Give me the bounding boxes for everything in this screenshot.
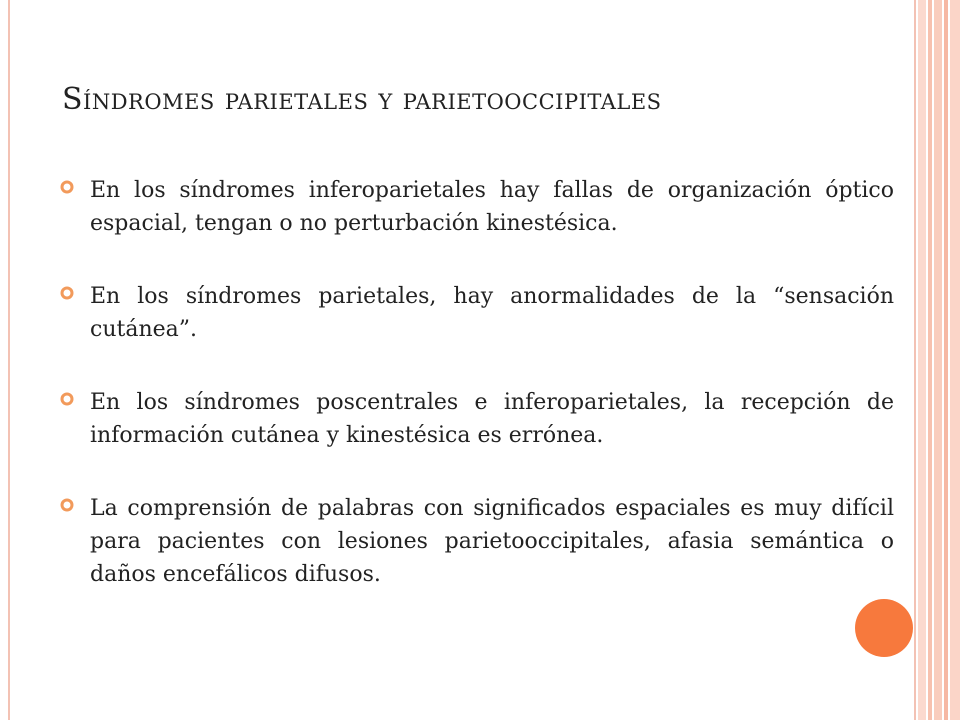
orange-circle-decoration [855,599,913,657]
bullet-text: En los síndromes poscentrales e inferoparietales, la recepción de información cutánea y kinestésica es errónea. [90,390,894,448]
stripe [950,0,960,720]
slide-title: Síndromes parietales y parietooccipitales [62,82,662,117]
bullet-item [60,386,894,452]
bullet-text: La comprensión de palabras con significados espaciales es muy difícil para pacientes con lesiones parietooccipitales, afasia semántica o daños encefálicos difusos. [90,496,894,587]
stripe [918,0,926,720]
stripe [928,0,932,720]
decorative-stripes [918,0,960,720]
bullet-item [60,280,894,346]
bullet-item [60,174,894,240]
bullet-text: En los síndromes parietales, hay anormalidades de la “sensación cutánea”. [90,284,894,342]
ring-bullet-icon [60,498,74,512]
bullet-list [60,174,894,631]
ring-bullet-icon [60,392,74,406]
bullet-item [60,492,894,591]
stripe [934,0,942,720]
ring-bullet-icon [60,180,74,194]
stripe [944,0,948,720]
bullet-text: En los síndromes inferoparietales hay fallas de organización óptico espacial, tengan o no perturbación kinestésica. [90,178,894,236]
ring-bullet-icon [60,286,74,300]
